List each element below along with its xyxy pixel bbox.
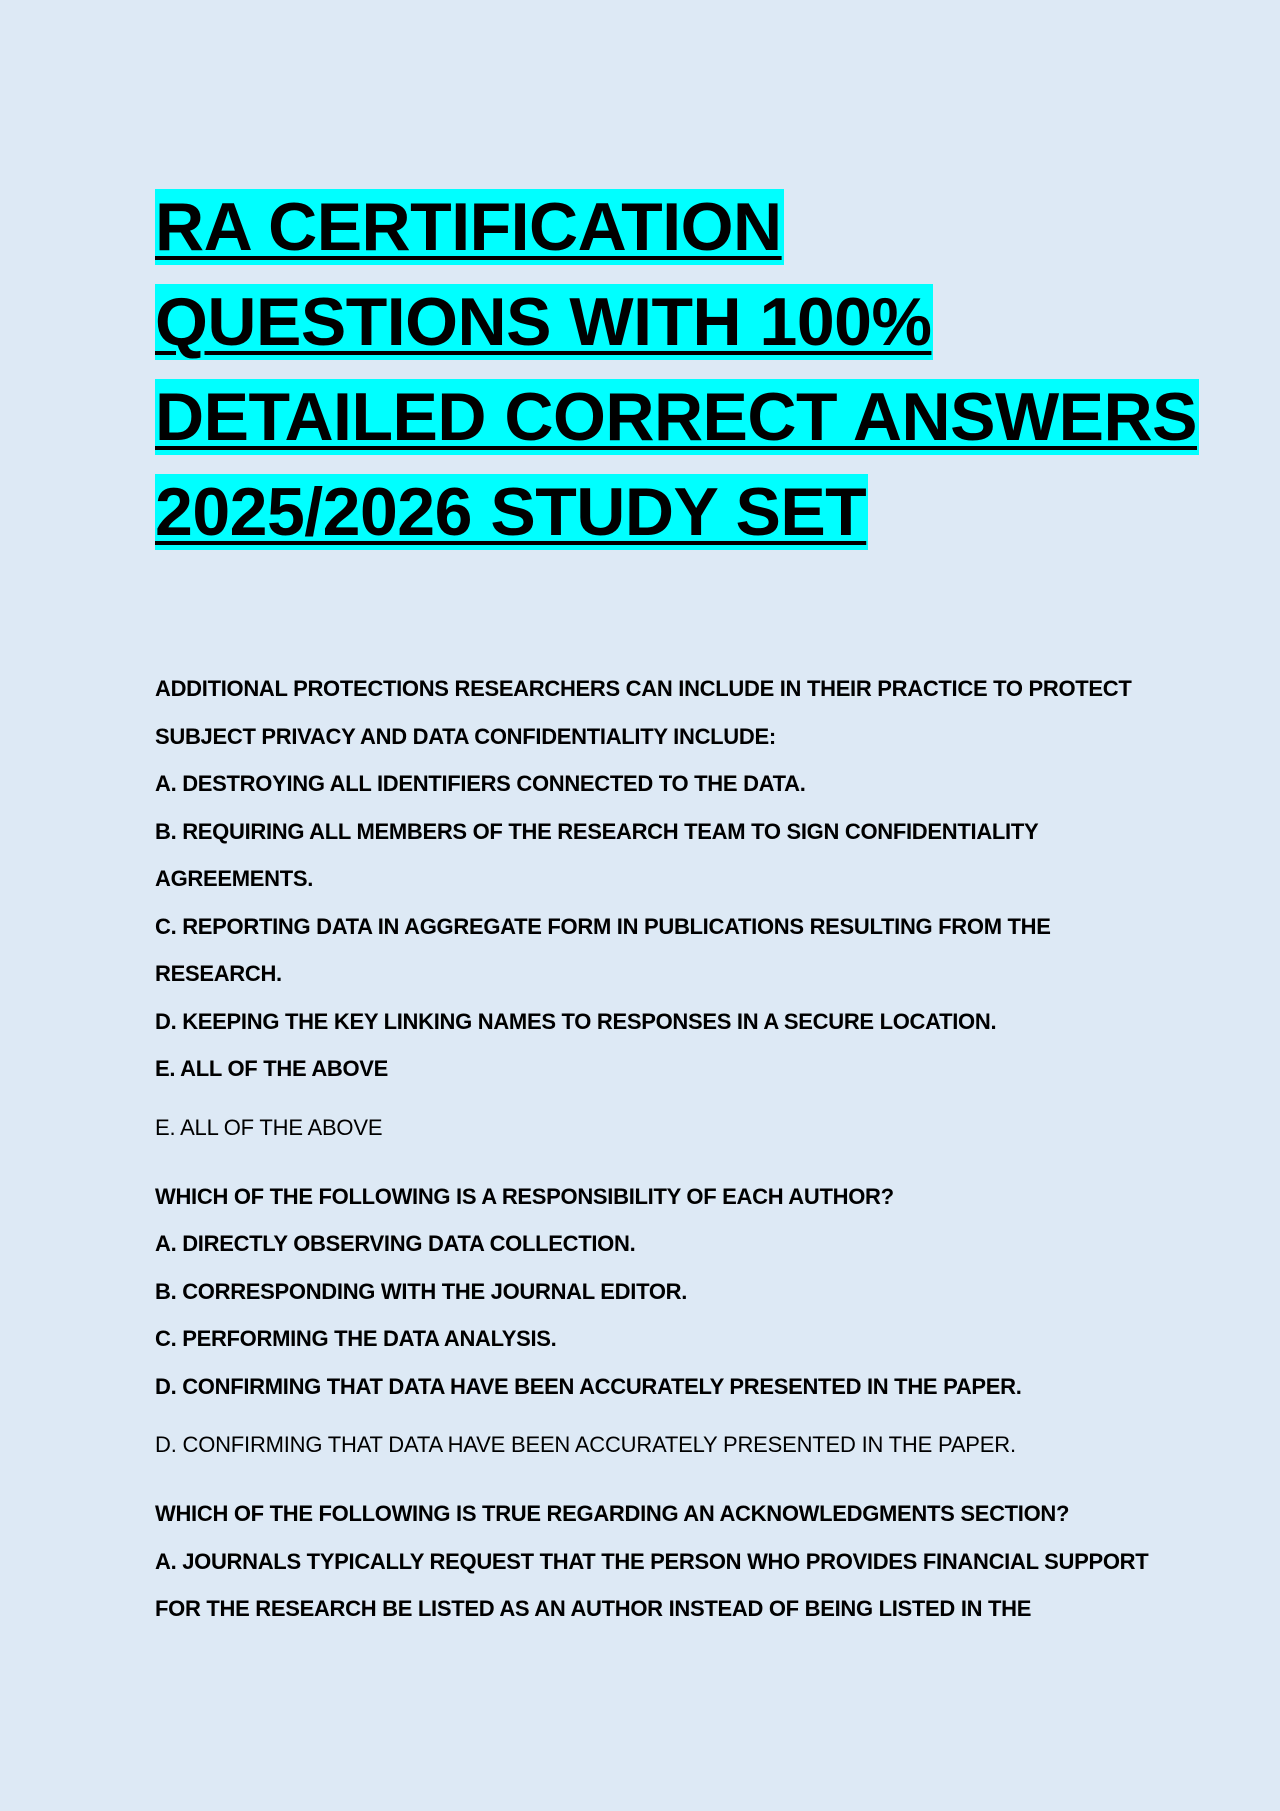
title-line: QUESTIONS WITH 100% bbox=[155, 284, 932, 360]
question-option: D. KEEPING THE KEY LINKING NAMES TO RESPONSES IN A SECURE LOCATION. bbox=[155, 1008, 997, 1034]
question-option: B. REQUIRING ALL MEMBERS OF THE RESEARCH TEAM TO SIGN CONFIDENTIALITY bbox=[155, 818, 1039, 844]
question-stem-line: ADDITIONAL PROTECTIONS RESEARCHERS CAN INCLUDE IN THEIR PRACTICE TO PROTECT bbox=[155, 676, 1132, 701]
question-option: C. PERFORMING THE DATA ANALYSIS. bbox=[155, 1326, 557, 1351]
question-option: C. REPORTING DATA IN AGGREGATE FORM IN PUBLICATIONS RESULTING FROM THE bbox=[155, 913, 1051, 939]
question-option: D. CONFIRMING THAT DATA HAVE BEEN ACCURATELY PRESENTED IN THE PAPER. bbox=[155, 1373, 1022, 1399]
title-line: RA CERTIFICATION bbox=[155, 189, 782, 265]
question-option: A. DESTROYING ALL IDENTIFIERS CONNECTED TO THE DATA. bbox=[155, 771, 806, 796]
title-line: DETAILED CORRECT ANSWERS bbox=[155, 379, 1197, 455]
question-block bbox=[155, 1490, 1155, 1633]
question-option: E. ALL OF THE ABOVE bbox=[155, 1056, 389, 1081]
question-answer: E. ALL OF THE ABOVE bbox=[155, 1114, 383, 1140]
question-block bbox=[155, 665, 1155, 1143]
question-stem-line: WHICH OF THE FOLLOWING IS TRUE REGARDING AN ACKNOWLEDGMENTS SECTION? bbox=[155, 1501, 1070, 1526]
title-line: 2025/2026 STUDY SET bbox=[155, 474, 867, 550]
question-stem-line: WHICH OF THE FOLLOWING IS A RESPONSIBILITY OF EACH AUTHOR? bbox=[155, 1183, 894, 1209]
question-option: RESEARCH. bbox=[155, 961, 282, 986]
question-option: A. DIRECTLY OBSERVING DATA COLLECTION. bbox=[155, 1231, 636, 1256]
question-option: B. CORRESPONDING WITH THE JOURNAL EDITOR. bbox=[155, 1278, 688, 1304]
question-option: FOR THE RESEARCH BE LISTED AS AN AUTHOR INSTEAD OF BEING LISTED IN THE bbox=[155, 1596, 1032, 1621]
question-answer: D. CONFIRMING THAT DATA HAVE BEEN ACCURATELY PRESENTED IN THE PAPER. bbox=[155, 1432, 1016, 1457]
document-page bbox=[155, 180, 1197, 1633]
question-block bbox=[155, 1173, 1155, 1461]
document-title bbox=[155, 180, 1197, 560]
question-option: AGREEMENTS. bbox=[155, 866, 314, 891]
question-option: A. JOURNALS TYPICALLY REQUEST THAT THE PERSON WHO PROVIDES FINANCIAL SUPPORT bbox=[155, 1548, 1149, 1574]
question-stem-line: SUBJECT PRIVACY AND DATA CONFIDENTIALITY INCLUDE: bbox=[155, 723, 776, 749]
